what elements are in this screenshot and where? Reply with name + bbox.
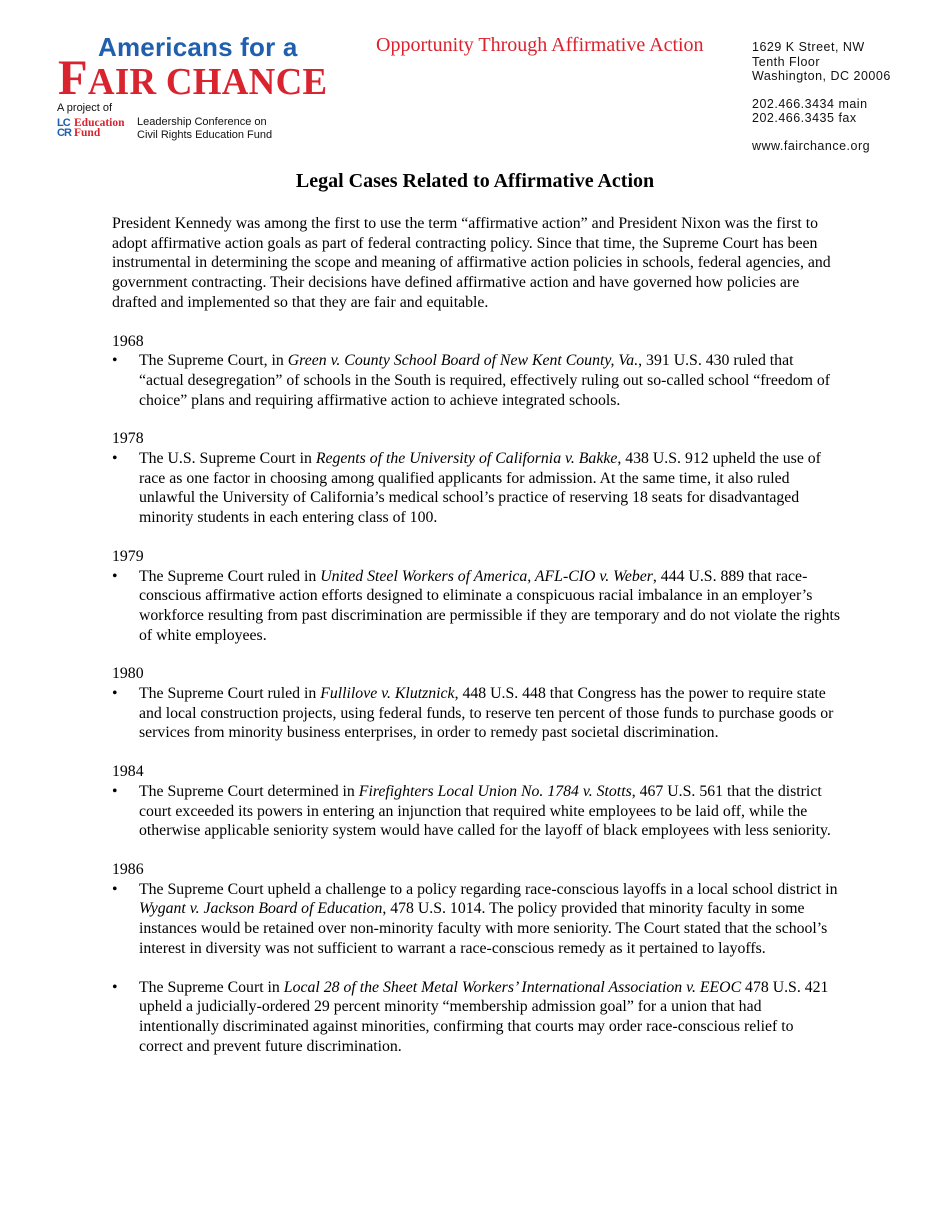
- bullet-marker: •: [112, 978, 118, 996]
- website: www.fairchance.org: [752, 138, 871, 153]
- bullet-marker: •: [112, 782, 118, 800]
- phone-fax: 202.466.3435 fax: [752, 111, 857, 125]
- case-item: [112, 567, 840, 646]
- fair-chance-logo: [58, 32, 350, 105]
- logo-initial: F: [58, 49, 88, 105]
- case-item: [112, 684, 840, 743]
- case-text-pre: The Supreme Court ruled in: [139, 685, 321, 703]
- case-text-pre: The Supreme Court, in: [139, 352, 288, 370]
- contact-block: [752, 40, 891, 153]
- bullet-marker: •: [112, 450, 118, 468]
- education-fund-text: Education Fund: [74, 117, 125, 139]
- case-text-pre: The U.S. Supreme Court in: [139, 450, 316, 468]
- case-text-post: , 478 U.S. 1014. The policy provided that minority faculty in some instances would be retained over non-minority faculty with more seniority. The Court stated that the school’s interest in diversity was not sufficient to warrant a race-conscious remedy as it pertained to layoffs.: [139, 900, 828, 957]
- org-line-1: Leadership Conference on: [137, 116, 267, 128]
- bullet-marker: •: [112, 685, 118, 703]
- bullet-marker: •: [112, 880, 118, 898]
- case-text-pre: The Supreme Court ruled in: [139, 567, 321, 585]
- lccr-letters: LC CR: [57, 117, 71, 139]
- year-heading: 1984: [112, 763, 144, 781]
- logo-bottom-text: [58, 49, 341, 105]
- case-text-post: , 467 U.S. 561 that the district court exceeded its powers in entering an injunction that required white employees to be laid off, while the otherwise applicable seniority system would have called for the layoff of black employees with less seniority.: [139, 782, 831, 840]
- case-item: [112, 351, 840, 410]
- case-text-post: , 444 U.S. 889 that race-conscious affirmative action efforts designed to eliminate a conspicuous racial imbalance in an employer’s workforce resulting from past discrimination are permissible if they are temporary and do not violate the rights of white employees.: [139, 567, 841, 644]
- phone-main: 202.466.3434 main: [752, 96, 868, 111]
- bullet-marker: •: [112, 567, 118, 585]
- year-heading: 1978: [112, 430, 144, 448]
- case-text-post: , 448 U.S. 448 that Congress has the power to require state and local construction projects, using federal funds, to reserve ten percent of those funds to purchase goods or services from minority business enterprises, in order to remedy past societal discrimination.: [139, 685, 834, 742]
- case-text-post: 478 U.S. 421 upheld a judicially-ordered 29 percent minority “membership admission goal” for a union that had intentionally discriminated against minorities, confirming that courts may order race-conscious relief to correct and prevent future discrimination.: [139, 978, 829, 1055]
- address-line-2: Tenth Floor: [752, 54, 821, 69]
- year-heading: 1986: [112, 860, 144, 878]
- case-name: United Steel Workers of America, AFL-CIO v. Weber: [320, 567, 653, 585]
- case-text-pre: The Supreme Court upheld a challenge to a policy regarding race-conscious layoffs in a local school district in: [139, 880, 838, 898]
- year-heading: 1968: [112, 332, 144, 350]
- address-line-3: Washington, DC 20006: [752, 69, 891, 83]
- case-text-post: , 438 U.S. 912 upheld the use of race as one factor in choosing among qualified applicants for admission. At the same time, it also ruled unlawful the University of California’s medical school’s practice of reserving 18 seats for disadvantaged minority students in each entering class of 100.: [139, 450, 821, 527]
- address-line-1: 1629 K Street, NW: [752, 40, 865, 54]
- case-name: Regents of the University of California v. Bakke: [315, 450, 618, 468]
- case-name: Wygant v. Jackson Board of Education: [139, 900, 383, 918]
- case-item: [112, 782, 840, 841]
- tagline: Opportunity Through Affirmative Action: [376, 34, 704, 56]
- case-name: Green v. County School Board of New Kent County, Va.: [287, 352, 639, 370]
- logo-top-text: Americans for a: [98, 32, 298, 62]
- case-name: Fullilove v. Klutznick: [320, 685, 455, 703]
- case-sections: [112, 332, 840, 1057]
- org-name: [137, 116, 272, 142]
- year-heading: 1979: [112, 547, 144, 565]
- case-name: Local 28 of the Sheet Metal Workers’ International Association v. EEOC: [283, 978, 742, 996]
- year-heading: 1980: [112, 665, 144, 683]
- document-body: [112, 214, 840, 1075]
- case-text-pre: The Supreme Court determined in: [139, 782, 359, 800]
- logo-rest: AIR CHANCE: [87, 61, 328, 103]
- case-item: [112, 880, 840, 959]
- case-item: [112, 449, 840, 528]
- project-label: A project of: [57, 102, 113, 114]
- org-line-2: Civil Rights Education Fund: [137, 129, 273, 141]
- case-name: Firefighters Local Union No. 1784 v. Stotts: [358, 782, 632, 800]
- case-text-post: , 391 U.S. 430 ruled that “actual desegregation” of schools in the South is required, effectively ruling out so-called school “freedom of choice” plans and requiring affirmative action to achieve integrated schools.: [139, 352, 831, 409]
- case-item: [112, 978, 840, 1057]
- intro-paragraph: President Kennedy was among the first to use the term “affirmative action” and President Nixon was the first to adopt affirmative action goals as part of federal contracting policy. Since that time, the Supreme Court has been instrumental in determining the scope and meaning of affirmative action policies in schools, federal agencies, and government contracting. Their decisions have defined affirmative action and have governed how policies are drafted and implemented so that they are fair and equitable.: [112, 215, 831, 311]
- lccr-education-fund-logo: [57, 118, 129, 140]
- page-title: Legal Cases Related to Affirmative Action: [295, 170, 655, 192]
- bullet-marker: •: [112, 352, 118, 370]
- case-text-pre: The Supreme Court in: [139, 978, 284, 996]
